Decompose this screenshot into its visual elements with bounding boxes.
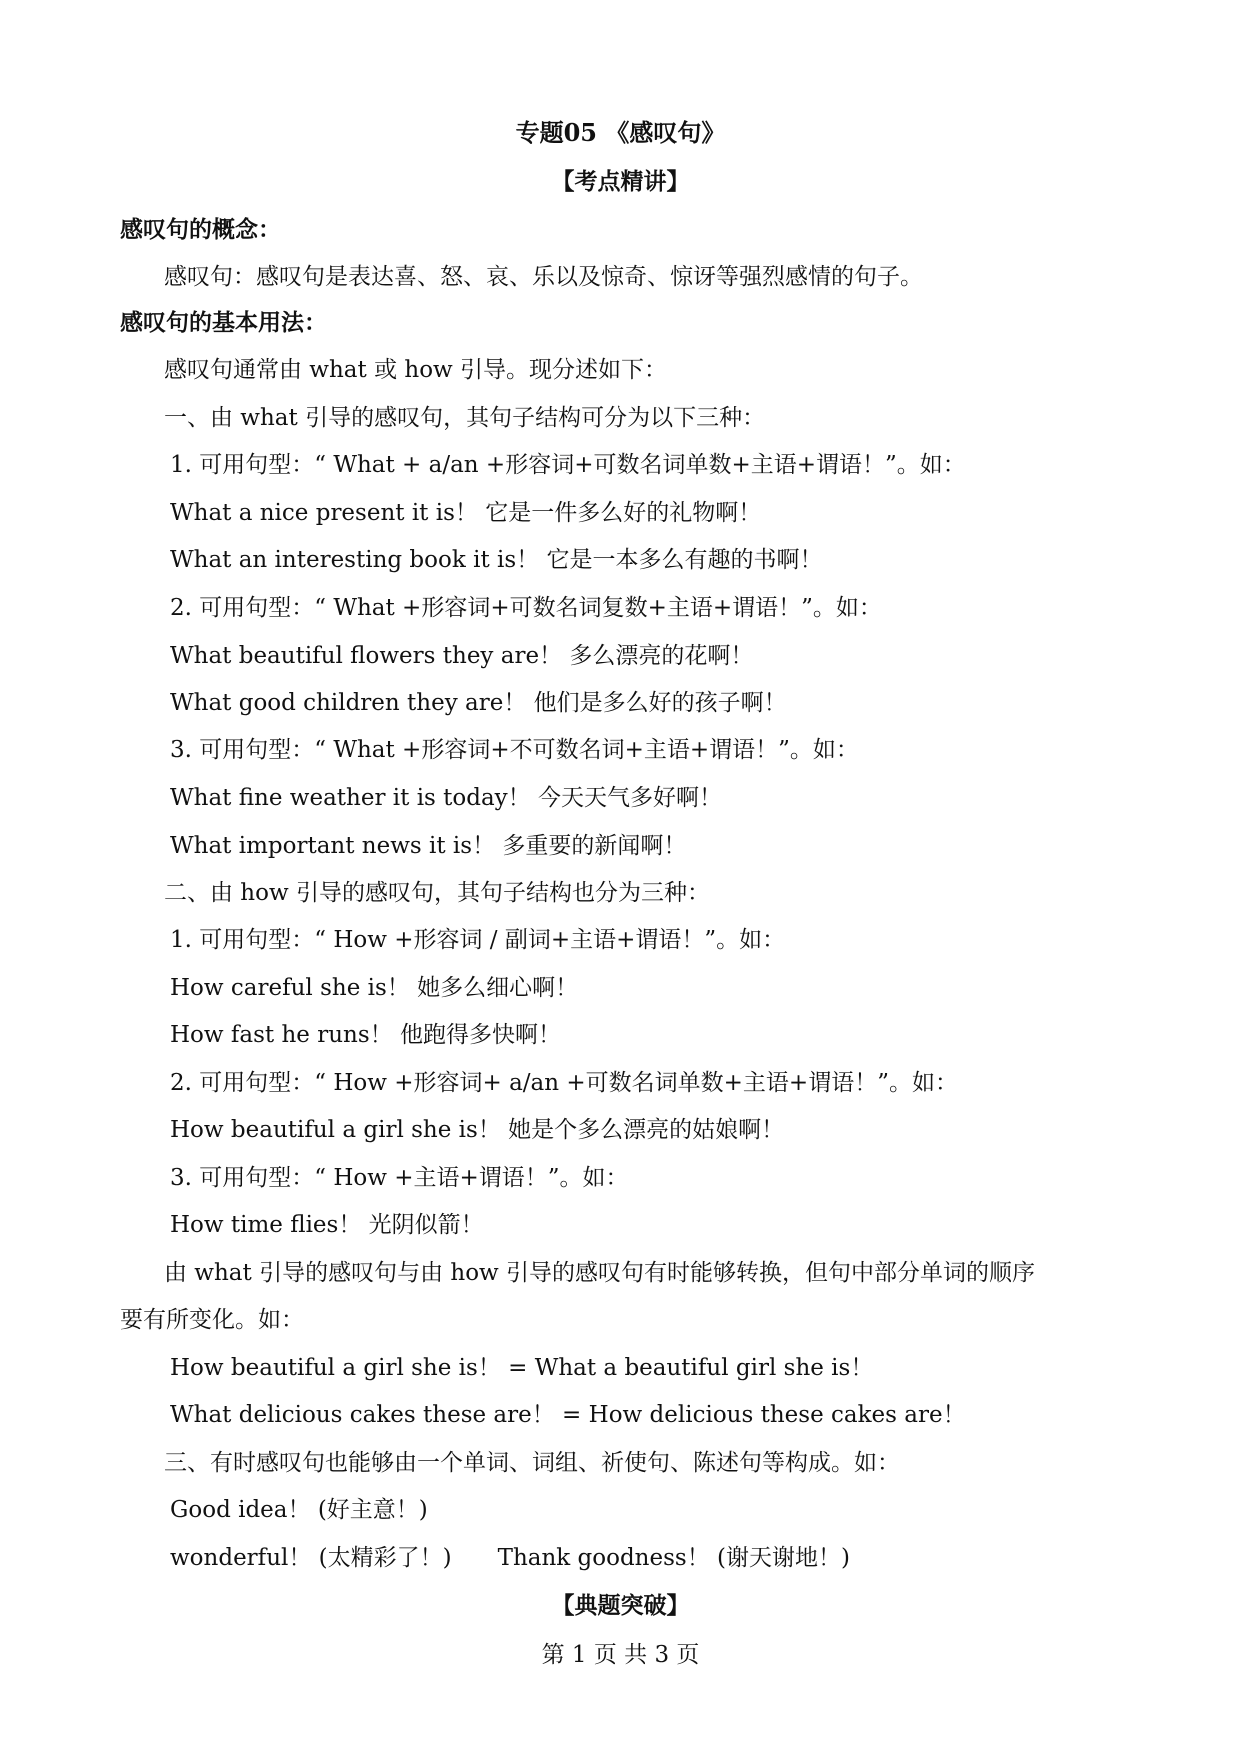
how-pattern-1: 1. 可用句型：“ How +形容词 / 副词+主语+谓语！”。如： bbox=[170, 927, 786, 953]
concept-heading: 感叹句的概念： bbox=[120, 216, 281, 243]
example-sentence: What important news it is！ 多重要的新闻啊！ bbox=[170, 833, 687, 859]
conversion-paragraph-line1: 由 what 引导的感叹句与由 how 引导的感叹句有时能够转换，但句中部分单词的顺序 bbox=[164, 1260, 1036, 1286]
how-pattern-3: 3. 可用句型：“ How +主语+谓语！”。如： bbox=[170, 1165, 629, 1191]
what-pattern-3: 3. 可用句型：“ What +形容词+不可数名词+主语+谓语！”。如： bbox=[170, 737, 859, 763]
example-sentence: What an interesting book it is！ 它是一本多么有趣的书啊！ bbox=[170, 547, 823, 573]
other-section-title: 三、有时感叹句也能够由一个单词、词组、祈使句、陈述句等构成。如： bbox=[164, 1450, 900, 1476]
how-pattern-2: 2. 可用句型：“ How +形容词+ a/an +可数名词单数+主语+谓语！”。如： bbox=[170, 1070, 958, 1096]
example-sentence: What fine weather it is today！ 今天天气多好啊！ bbox=[170, 785, 722, 811]
concept-text: 感叹句：感叹句是表达喜、怒、哀、乐以及惊奇、惊讶等强烈感情的句子。 bbox=[164, 264, 923, 290]
example-sentence: Good idea！ (好主意！) bbox=[170, 1497, 428, 1523]
what-pattern-1: 1. 可用句型：“ What + a/an +形容词+可数名词单数+主语+谓语！”。如： bbox=[170, 452, 966, 478]
example-sentence: What delicious cakes these are！ = How delicious these cakes are！ bbox=[170, 1402, 966, 1428]
usage-intro: 感叹句通常由 what 或 how 引导。现分述如下： bbox=[164, 357, 668, 383]
page-number: 第 1 页 共 3 页 bbox=[541, 1642, 700, 1668]
example-sentence: How beautiful a girl she is！ 她是个多么漂亮的姑娘啊！ bbox=[170, 1117, 785, 1143]
section-heading-practice: 【典题突破】 bbox=[551, 1592, 690, 1619]
example-sentence: How careful she is！ 她多么细心啊！ bbox=[170, 975, 579, 1001]
usage-heading: 感叹句的基本用法： bbox=[120, 309, 327, 336]
example-sentence: What a nice present it is！ 它是一件多么好的礼物啊！ bbox=[170, 500, 762, 526]
section-heading-exposition: 【考点精讲】 bbox=[551, 168, 690, 195]
example-sentence: How fast he runs！ 他跑得多快啊！ bbox=[170, 1022, 561, 1048]
example-sentence: How beautiful a girl she is！ = What a beautiful girl she is！ bbox=[170, 1355, 874, 1381]
what-section-title: 一、由 what 引导的感叹句，其句子结构可分为以下三种： bbox=[164, 405, 766, 431]
example-sentence: What beautiful flowers they are！ 多么漂亮的花啊！ bbox=[170, 643, 754, 669]
what-pattern-2: 2. 可用句型：“ What +形容词+可数名词复数+主语+谓语！”。如： bbox=[170, 595, 882, 621]
conversion-paragraph-line2: 要有所变化。如： bbox=[120, 1307, 304, 1333]
example-sentence: wonderful！ (太精彩了！) Thank goodness！ (谢天谢地！) bbox=[170, 1545, 850, 1571]
how-section-title: 二、由 how 引导的感叹句，其句子结构也分为三种： bbox=[164, 880, 710, 906]
document-title: 专题05 《感叹句》 bbox=[515, 118, 726, 147]
example-sentence: What good children they are！ 他们是多么好的孩子啊！ bbox=[170, 690, 787, 716]
example-sentence: How time flies！ 光阴似箭！ bbox=[170, 1212, 484, 1238]
